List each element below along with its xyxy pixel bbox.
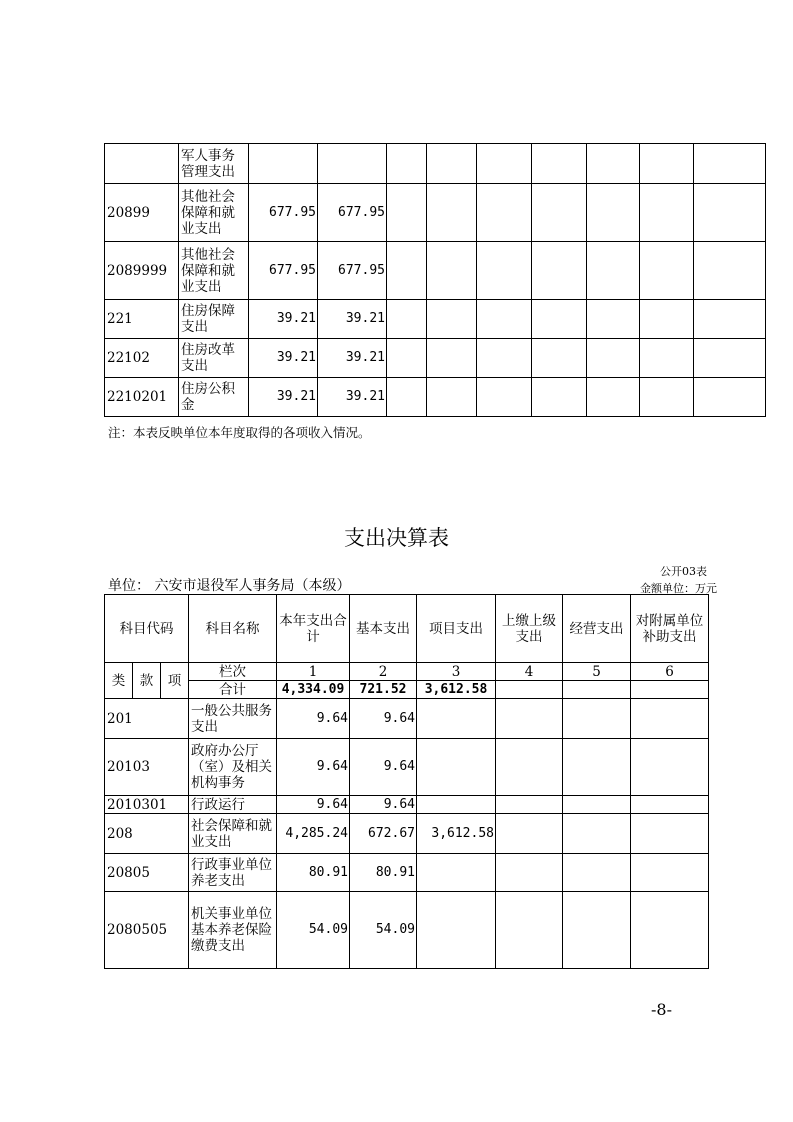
table-row: [105, 739, 709, 796]
column-number: 5: [563, 663, 631, 681]
row-value-2: 677.95: [318, 184, 387, 242]
row-code: 20899: [105, 184, 179, 242]
header-total: 本年支出合计: [277, 595, 350, 663]
header-xiang: 项: [161, 663, 189, 699]
row-total: 9.64: [277, 739, 350, 796]
row-project: [417, 796, 496, 814]
row-code: 2089999: [105, 242, 179, 300]
row-name: 其他社会保障和就业支出: [179, 184, 249, 242]
header-name: 科目名称: [189, 595, 277, 663]
table-row: [105, 699, 709, 739]
row-code: 2210201: [105, 378, 179, 417]
row-name: 行政事业单位养老支出: [189, 854, 277, 892]
row-value-1: 39.21: [249, 378, 318, 417]
table-row: [105, 184, 766, 242]
column-number: 6: [631, 663, 709, 681]
table-row: [105, 796, 709, 814]
page-title: 支出决算表: [344, 526, 449, 550]
row-project: [417, 699, 496, 739]
row-name: 住房保障支出: [179, 300, 249, 339]
total-row: [105, 681, 709, 699]
header-code: 科目代码: [105, 595, 189, 663]
row-code: [105, 144, 179, 184]
row-value-1: 39.21: [249, 339, 318, 378]
header-kuan: 款: [133, 663, 161, 699]
row-value-1: [249, 144, 318, 184]
row-total: 9.64: [277, 796, 350, 814]
header-business: 经营支出: [563, 595, 631, 663]
unit-label: 单位： 六安市退役军人事务局（本级）: [108, 578, 351, 594]
total-basic: 721.52: [350, 681, 417, 699]
header-row: [105, 595, 709, 663]
table-row: [105, 339, 766, 378]
total-label: 合计: [189, 681, 277, 699]
row-code: 201: [105, 699, 189, 739]
header-upper: 上缴上级支出: [496, 595, 563, 663]
form-code: 公开03表: [660, 565, 707, 578]
table-row: [105, 300, 766, 339]
table-row: [105, 814, 709, 854]
table-row: [105, 854, 709, 892]
row-value-1: 677.95: [249, 184, 318, 242]
row-code: 208: [105, 814, 189, 854]
row-name: 军人事务管理支出: [179, 144, 249, 184]
row-total: 9.64: [277, 699, 350, 739]
row-value-2: [318, 144, 387, 184]
page-number: -8-: [651, 1000, 672, 1019]
row-value-2: 39.21: [318, 339, 387, 378]
table-row: [105, 242, 766, 300]
column-number: 1: [277, 663, 350, 681]
row-basic: 672.67: [350, 814, 417, 854]
table-row: [105, 892, 709, 969]
row-project: [417, 892, 496, 969]
expenditure-table: [104, 594, 709, 969]
row-code: 2010301: [105, 796, 189, 814]
total-value: 4,334.09: [277, 681, 350, 699]
row-project: [417, 739, 496, 796]
header-project: 项目支出: [417, 595, 496, 663]
row-value-1: 677.95: [249, 242, 318, 300]
row-name: 机关事业单位基本养老保险缴费支出: [189, 892, 277, 969]
column-number: 2: [350, 663, 417, 681]
row-name: 其他社会保障和就业支出: [179, 242, 249, 300]
header-subsidy: 对附属单位补助支出: [631, 595, 709, 663]
row-value-2: 39.21: [318, 300, 387, 339]
column-label: 栏次: [189, 663, 277, 681]
header-lei: 类: [105, 663, 133, 699]
row-name: 行政运行: [189, 796, 277, 814]
row-name: 政府办公厅（室）及相关机构事务: [189, 739, 277, 796]
row-code: 22102: [105, 339, 179, 378]
amount-unit: 金额单位：万元: [640, 582, 717, 595]
row-project: [417, 854, 496, 892]
row-name: 社会保障和就业支出: [189, 814, 277, 854]
row-code: 20103: [105, 739, 189, 796]
row-total: 54.09: [277, 892, 350, 969]
column-number-row: [105, 663, 709, 681]
row-basic: 54.09: [350, 892, 417, 969]
row-name: 住房公积金: [179, 378, 249, 417]
row-code: 221: [105, 300, 179, 339]
column-number: 3: [417, 663, 496, 681]
row-basic: 9.64: [350, 796, 417, 814]
header-basic: 基本支出: [350, 595, 417, 663]
row-code: 20805: [105, 854, 189, 892]
row-total: 80.91: [277, 854, 350, 892]
row-project: 3,612.58: [417, 814, 496, 854]
table-row: [105, 144, 766, 184]
row-value-1: 39.21: [249, 300, 318, 339]
row-total: 4,285.24: [277, 814, 350, 854]
row-value-2: 39.21: [318, 378, 387, 417]
table-note: 注：本表反映单位本年度取得的各项收入情况。: [108, 425, 371, 440]
row-basic: 9.64: [350, 739, 417, 796]
row-name: 一般公共服务支出: [189, 699, 277, 739]
row-basic: 80.91: [350, 854, 417, 892]
row-name: 住房改革支出: [179, 339, 249, 378]
income-table-continued: [104, 143, 766, 417]
table-row: [105, 378, 766, 417]
row-value-2: 677.95: [318, 242, 387, 300]
row-basic: 9.64: [350, 699, 417, 739]
column-number: 4: [496, 663, 563, 681]
total-project: 3,612.58: [417, 681, 496, 699]
row-code: 2080505: [105, 892, 189, 969]
